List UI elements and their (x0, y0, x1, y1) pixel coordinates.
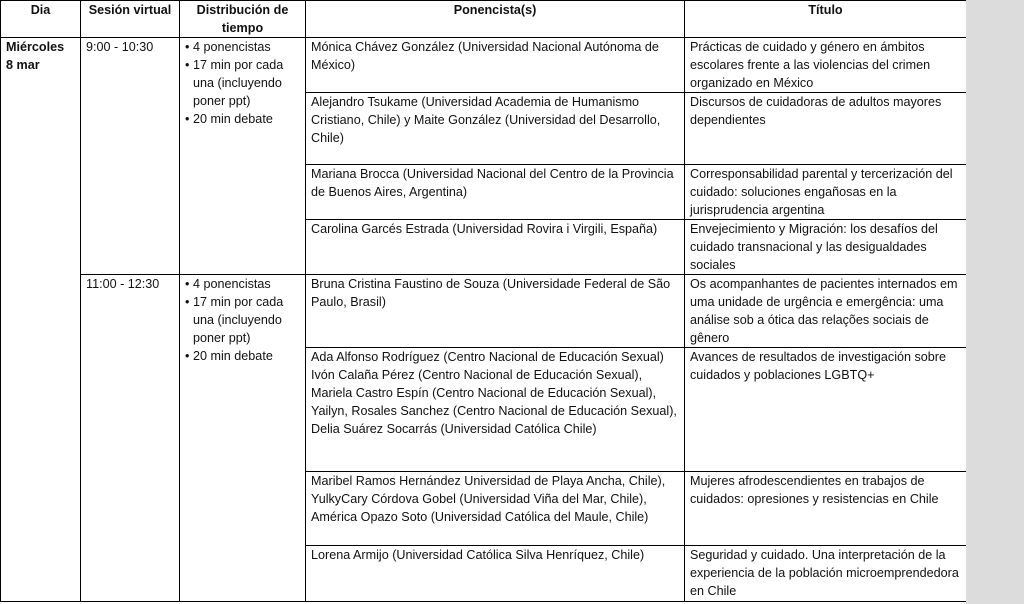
distribution-item: • 20 min debate (185, 347, 300, 365)
title-cell: Mujeres afrodescendientes en trabajos de cuidados: opresiones y resistencias en Chile (685, 472, 967, 546)
title-cell: Discursos de cuidadoras de adultos mayores dependientes (685, 93, 967, 165)
header-ponencistas: Ponencista(s) (306, 1, 685, 38)
viewer-scroll-gutter[interactable] (966, 0, 1024, 604)
distribution-item: • 4 ponencistas (185, 275, 300, 293)
title-cell: Corresponsabilidad parental y tercerización del cuidado: soluciones engañosas en la jurisprudencia argentina (685, 165, 967, 220)
header-row (1, 1, 967, 38)
speakers-cell: Maribel Ramos Hernández Universidad de Playa Ancha, Chile), YulkyCary Córdova Gobel (Universidad Viña del Mar, Chile), América Opazo Soto (Universidad Católica del Maule, Chile) (306, 472, 685, 546)
distribution-cell-2 (180, 275, 306, 602)
table-row (1, 275, 967, 348)
distribution-item: • 20 min debate (185, 110, 300, 128)
header-sesion: Sesión virtual (81, 1, 180, 38)
title-cell: Prácticas de cuidado y género en ámbitos escolares frente a las violencias del crimen organizado en México (685, 38, 967, 93)
distribution-item: • 17 min por cada una (incluyendo poner ppt) (185, 56, 300, 110)
speakers-cell: Carolina Garcés Estrada (Universidad Rovira i Virgili, España) (306, 220, 685, 275)
header-titulo: Título (685, 1, 967, 38)
title-cell: Os acompanhantes de pacientes internados em uma unidade de urgência e emergência: uma análise sob a ótica das relações sociais de gênero (685, 275, 967, 348)
session-time-1: 9:00 - 10:30 (81, 38, 180, 275)
distribution-item: • 4 ponencistas (185, 38, 300, 56)
speakers-cell: Mónica Chávez González (Universidad Nacional Autónoma de México) (306, 38, 685, 93)
title-cell: Avances de resultados de investigación sobre cuidados y poblaciones LGBTQ+ (685, 348, 967, 472)
speakers-cell: Ada Alfonso Rodríguez (Centro Nacional de Educación Sexual) Ivón Calaña Pérez (Centro Nacional de Educación Sexual), Mariela Castro Espín (Centro Nacional de Educación Sexual), Yailyn, Rosales Sanchez (Centro Nacional de Educación Sexual), Delia Suárez Socarrás (Universidad Católica Chile) (306, 348, 685, 472)
header-dia: Dia (1, 1, 81, 38)
title-cell: Envejecimiento y Migración: los desafíos del cuidado transnacional y las desigualdades sociales (685, 220, 967, 275)
session-time-2: 11:00 - 12:30 (81, 275, 180, 602)
speakers-cell: Alejandro Tsukame (Universidad Academia de Humanismo Cristiano, Chile) y Maite González (Universidad del Desarrollo, Chile) (306, 93, 685, 165)
day-date: 8 mar (6, 58, 40, 72)
speakers-cell: Mariana Brocca (Universidad Nacional del Centro de la Provincia de Buenos Aires, Argentina) (306, 165, 685, 220)
day-name: Miércoles (6, 40, 65, 54)
distribution-item: • 17 min por cada una (incluyendo poner ppt) (185, 293, 300, 347)
speakers-cell: Bruna Cristina Faustino de Souza (Universidade Federal de São Paulo, Brasil) (306, 275, 685, 348)
distribution-cell-1 (180, 38, 306, 275)
header-distribucion: Distribución de tiempo (180, 1, 306, 38)
day-cell (1, 38, 81, 602)
title-cell: Seguridad y cuidado. Una interpretación de la experiencia de la población microemprendedora en Chile (685, 546, 967, 602)
table-row (1, 38, 967, 93)
speakers-cell: Lorena Armijo (Universidad Católica Silva Henríquez, Chile) (306, 546, 685, 602)
